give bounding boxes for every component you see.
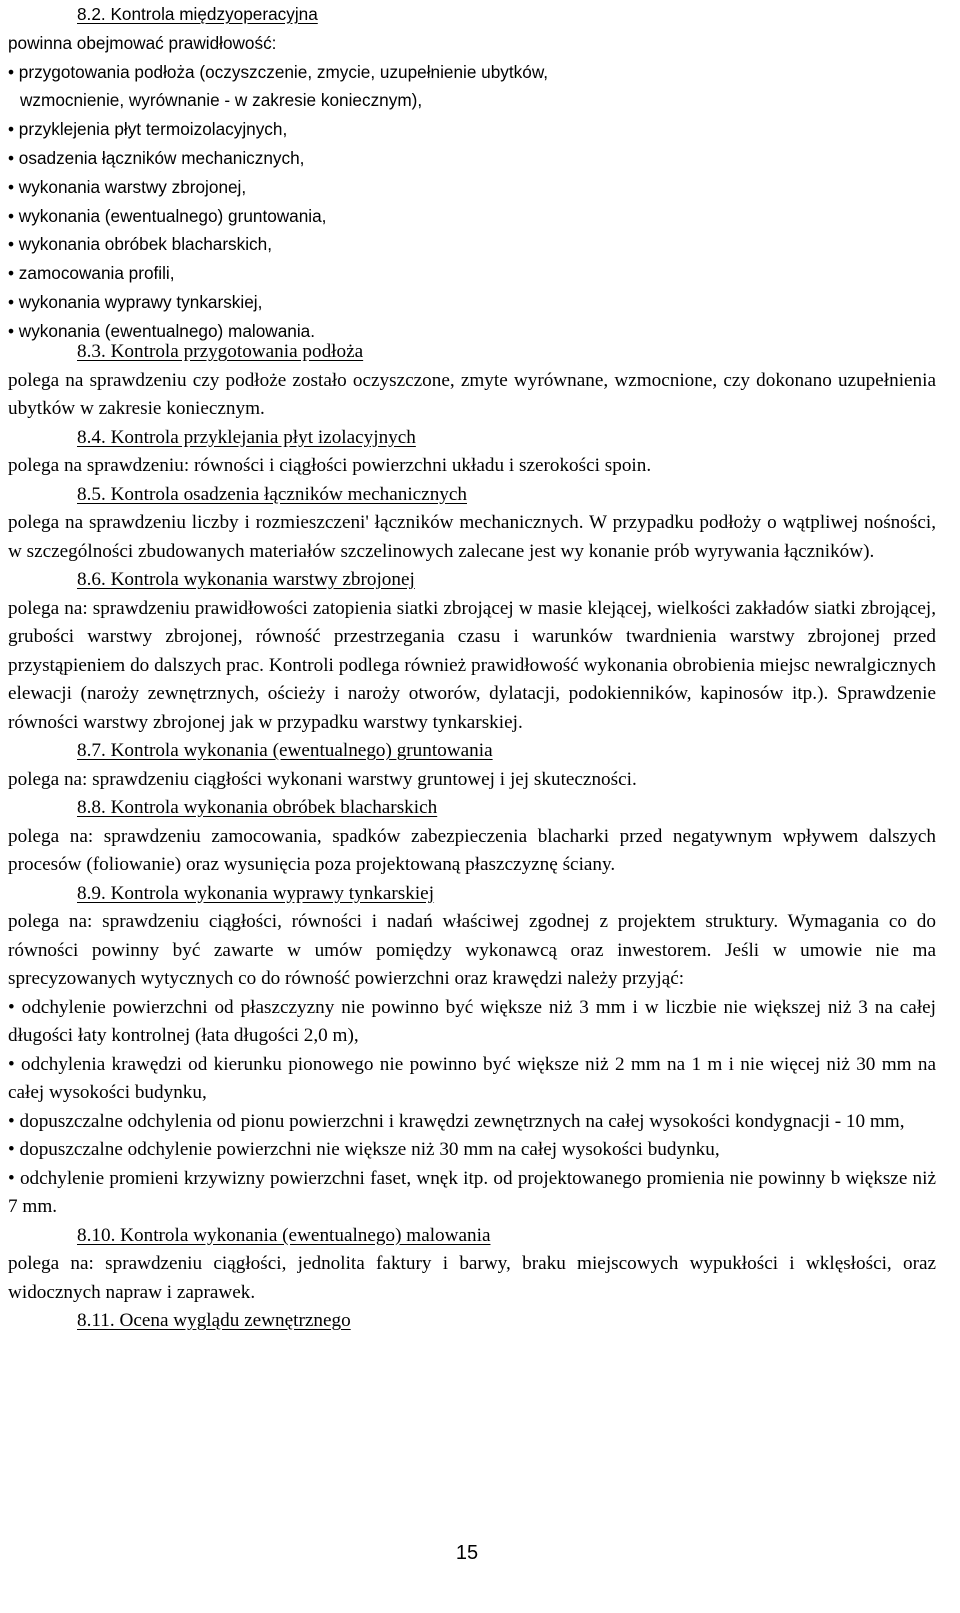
section-paragraph: polega na: sprawdzeniu ciągłości, równości i nadań właściwej zgodnej z projektem struktury. Wymagania co do równości powinny być zawarte w umów pomiędzy wykonawcą oraz inwestorem. Jeśli w umowie nie ma sprecyzowanych wytycznych co do równość powierzchni oraz krawędzi należy przyjąć: [8, 911, 936, 989]
list-item: • wykonania wyprawy tynkarskiej, [8, 291, 263, 312]
section-8-10 [8, 1222, 936, 1308]
list-item-continuation: wzmocnienie, wyrównanie - w zakresie koniecznym), [20, 90, 423, 111]
section-paragraph: polega na sprawdzeniu liczby i rozmieszczeni' łączników mechanicznych. W przypadku podłoży o wątpliwej nośności, w szczególności zbudowanych materiałów szczelinowych zalecane jest wy konanie prób wyrywania łączników). [8, 512, 936, 562]
list-item: • odchylenia krawędzi od kierunku pionowego nie powinno być większe niż 2 mm na 1 m i nie więcej niż 30 mm na całej wysokości budynku, [8, 1053, 936, 1103]
list-item: • wykonania obróbek blacharskich, [8, 234, 272, 255]
section-paragraph: polega na: sprawdzeniu zamocowania, spadków zabezpieczenia blacharki przed negatywnym wpływem dalszych procesów (foliowanie) oraz wysunięcia poza projektowaną płaszczyznę ściany. [8, 825, 936, 875]
list-item: • dopuszczalne odchylenia od pionu powierzchni i krawędzi zewnętrznych na całej wysokości kondygnacji - 10 mm, [8, 1110, 905, 1132]
section-8-11 [8, 1307, 936, 1336]
section-heading: 8.6. Kontrola wykonania warstwy zbrojonej [77, 569, 415, 590]
list-item: • przyklejenia płyt termoizolacyjnych, [8, 119, 288, 140]
section-8-2 [8, 0, 938, 346]
section-paragraph: polega na: sprawdzeniu prawidłowości zatopienia siatki zbrojącej w masie klejącej, wielkości zakładów siatki zbrojącej, grubości warstwy zbrojonej, równość przestrzegania czasu i warunków twardnienia warstwy zbrojonej przed przystąpieniem do dalszych prac. Kontroli podlega również prawidłowość wykonania obrobienia miejsc newralgicznych elewacji (naroży zewnętrznych, ościeży i naroży otworów, dylatacji, podokienników, kapinosów itp.). Sprawdzenie równości warstwy zbrojonej jak w przypadku warstwy tynkarskiej. [8, 597, 936, 733]
section-paragraph: polega na sprawdzeniu: równości i ciągłości powierzchni układu i szerokości spoin. [8, 455, 652, 476]
list-item: • odchylenie promieni krzywizny powierzchni faset, wnęk itp. od projektowanego promienia nie powinny b większe niż 7 mm. [8, 1167, 936, 1217]
page-number: 15 [455, 1542, 479, 1564]
list-item: • osadzenia łączników mechanicznych, [8, 147, 305, 168]
section-8-8 [8, 794, 936, 880]
list-item: • zamocowania profili, [8, 263, 175, 284]
section-heading: 8.4. Kontrola przyklejania płyt izolacyjnych [77, 426, 416, 448]
document-body [8, 338, 936, 1336]
section-8-5 [8, 481, 936, 567]
section-heading: 8.9. Kontrola wykonania wyprawy tynkarskiej [77, 882, 435, 904]
section-intro: powinna obejmować prawidłowość: [8, 32, 277, 53]
section-paragraph: polega na: sprawdzeniu ciągłości, jednolita faktury i barwy, braku miejscowych wypukłości i wklęsłości, oraz widocznych napraw i zaprawek. [8, 1253, 936, 1303]
section-8-7 [8, 737, 936, 794]
section-8-9 [8, 880, 936, 1222]
section-heading: 8.3. Kontrola przygotowania podłoża [77, 341, 364, 362]
section-heading: 8.11. Ocena wyglądu zewnętrznego [77, 1310, 351, 1331]
section-heading: 8.2. Kontrola międzyoperacyjna [77, 4, 318, 24]
section-paragraph: polega na sprawdzeniu czy podłoże zostało oczyszczone, zmyte wyrównane, wzmocnione, czy dokonano uzupełnienia ubytków w zakresie koniecznym. [8, 369, 936, 419]
section-8-3 [8, 338, 936, 424]
section-8-6 [8, 566, 936, 737]
section-heading: 8.7. Kontrola wykonania (ewentualnego) gruntowania [77, 740, 493, 761]
list-item: • wykonania warstwy zbrojonej, [8, 176, 247, 197]
section-8-4 [8, 424, 936, 481]
section-heading: 8.5. Kontrola osadzenia łączników mechanicznych [77, 483, 467, 505]
list-item: • przygotowania podłoża (oczyszczenie, zmycie, uzupełnienie ubytków, [8, 61, 549, 82]
list-item: • wykonania (ewentualnego) malowania. [8, 320, 315, 341]
section-paragraph: polega na: sprawdzeniu ciągłości wykonani warstwy gruntowej i jej skuteczności. [8, 768, 637, 790]
list-item: • dopuszczalne odchylenie powierzchni nie większe niż 30 mm na całej wysokości budynku, [8, 1139, 720, 1160]
section-heading: 8.8. Kontrola wykonania obróbek blacharskich [77, 797, 438, 818]
section-heading: 8.10. Kontrola wykonania (ewentualnego) malowania [77, 1224, 491, 1246]
list-item: • odchylenie powierzchni od płaszczyzny nie powinno być większe niż 3 mm i w liczbie nie większej niż 3 na całej długości łaty kontrolnej (łata długości 2,0 m), [8, 996, 936, 1046]
list-item: • wykonania (ewentualnego) gruntowania, [8, 205, 327, 226]
